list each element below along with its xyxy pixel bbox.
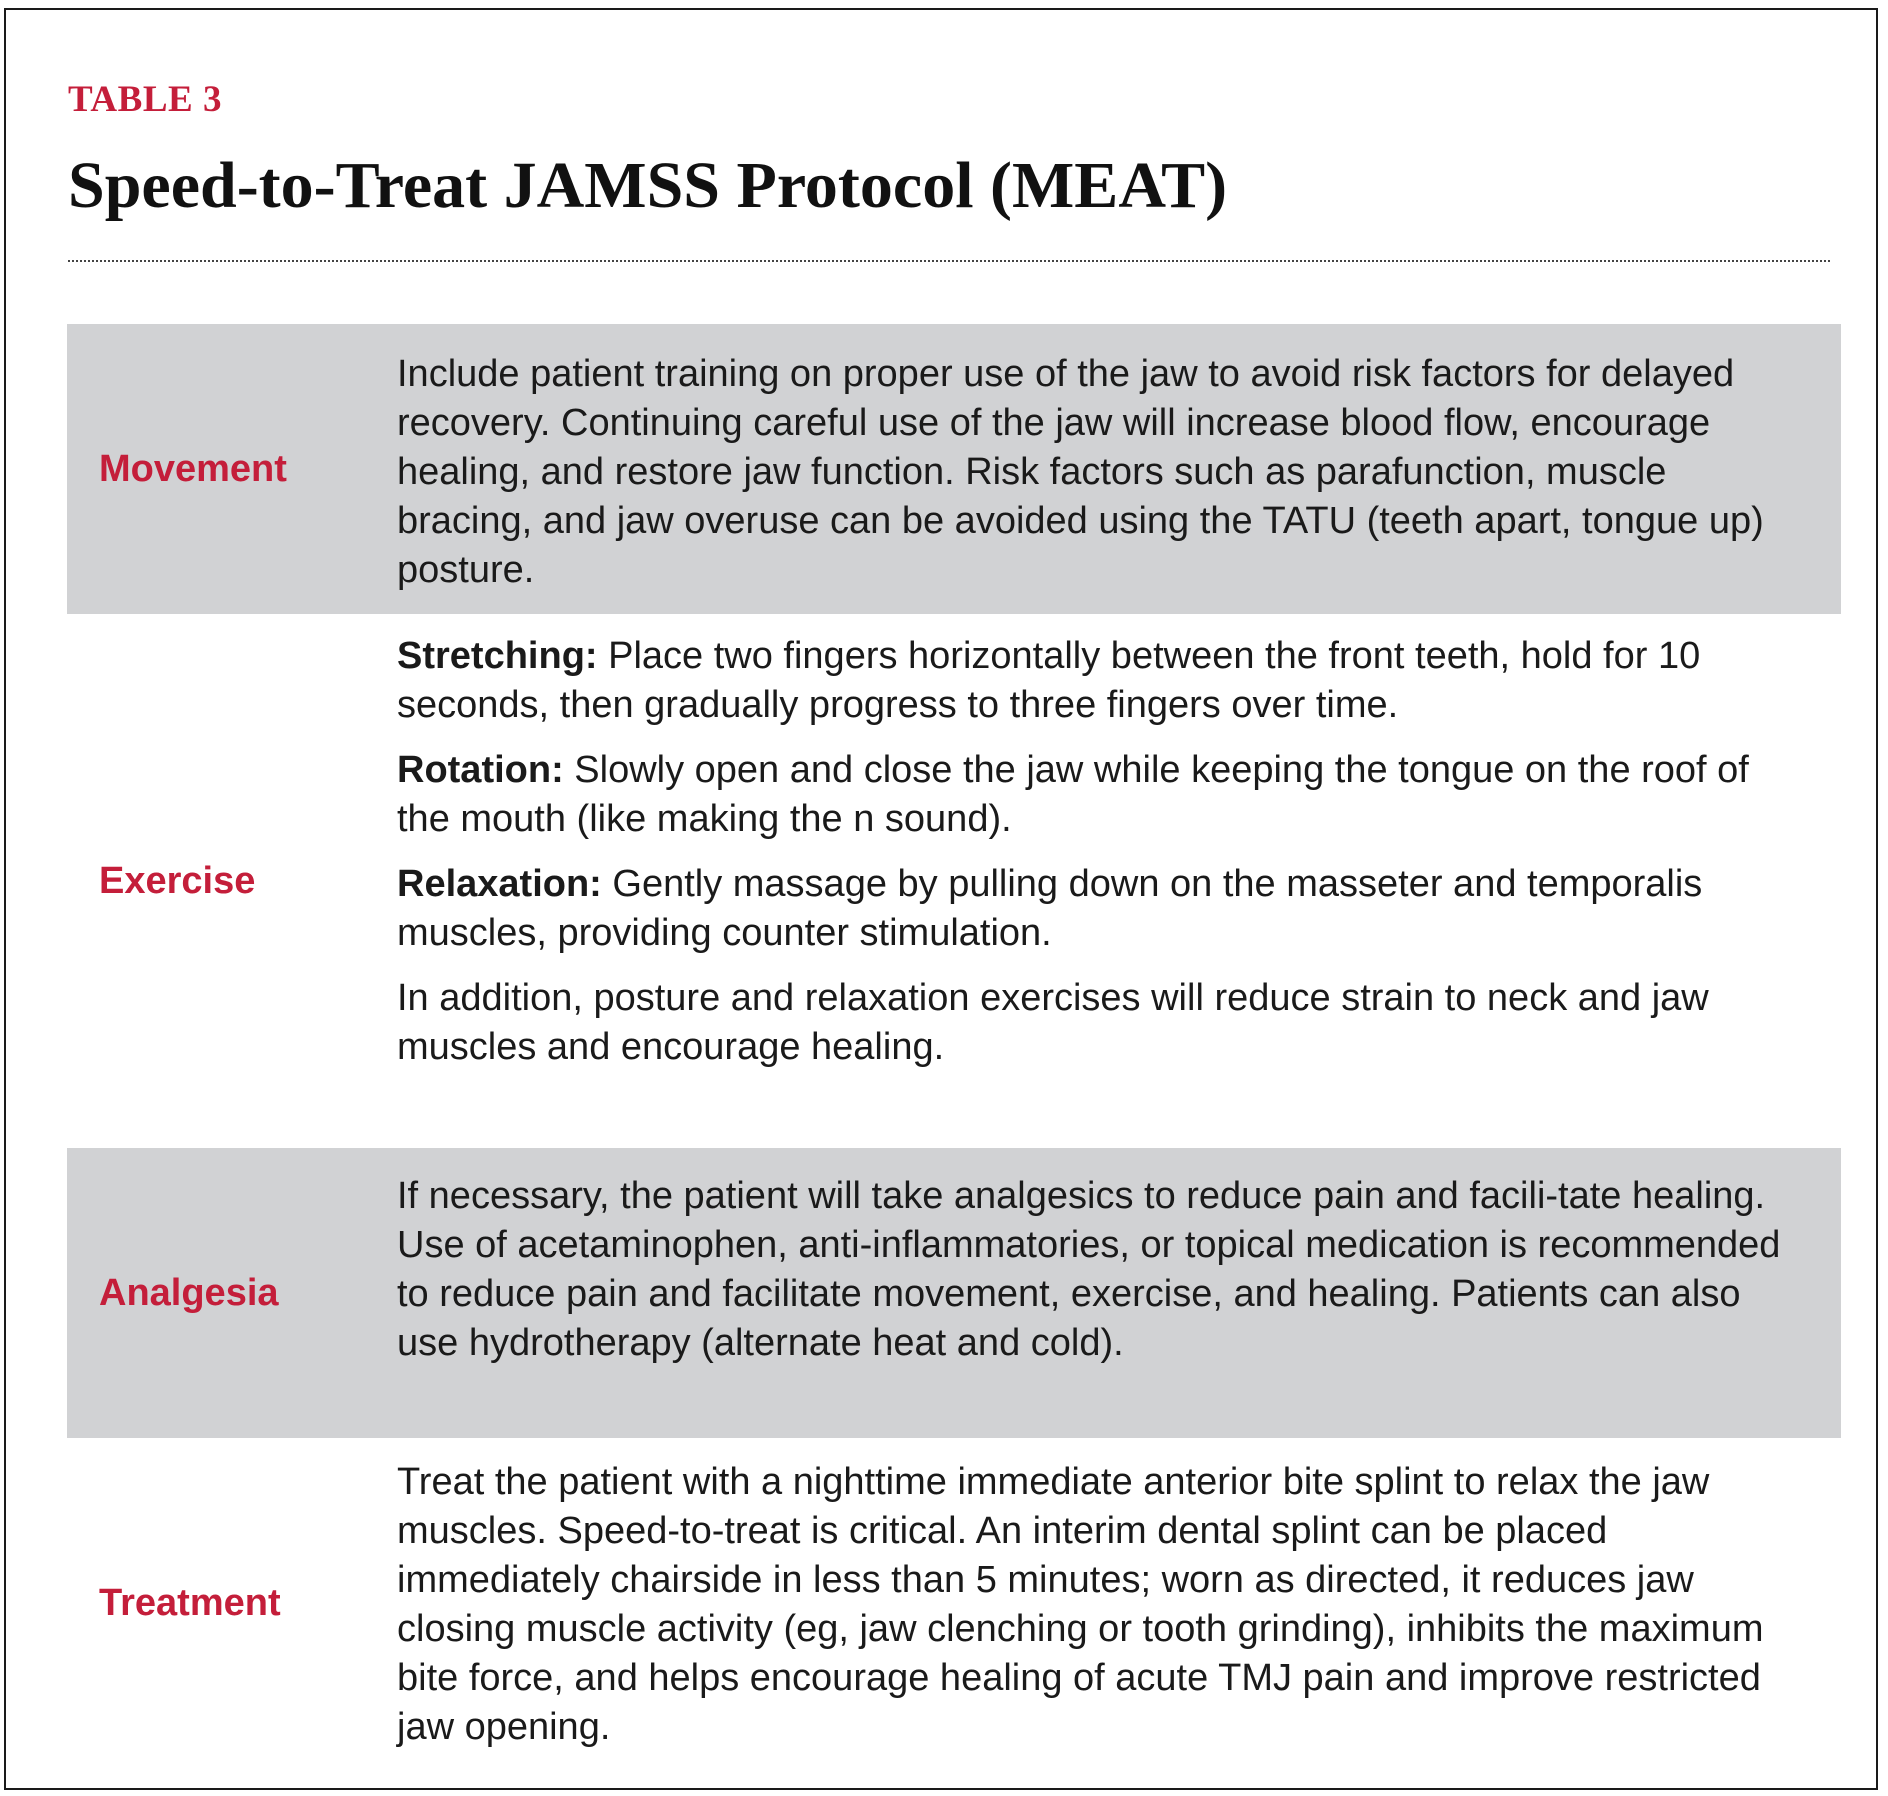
title-divider bbox=[68, 260, 1830, 262]
row-label-treatment: Treatment bbox=[99, 1581, 281, 1624]
relaxation-paragraph bbox=[397, 860, 1811, 958]
table-frame bbox=[4, 8, 1878, 1790]
row-body-treatment bbox=[397, 1438, 1841, 1768]
row-label-movement: Movement bbox=[99, 447, 287, 490]
analgesia-text: If necessary, the patient will take analgesics to reduce pain and facili-tate healing. Use of acetaminophen, anti-inflammatories, or topical medication is recommended to reduce pain and facilitate movement, exercise, and healing. Patients can also use hydrotherapy (alternate heat and cold). bbox=[397, 1175, 1781, 1364]
row-body-analgesia bbox=[397, 1148, 1841, 1438]
rotation-term: Rotation: bbox=[397, 749, 564, 791]
stretching-term: Stretching: bbox=[397, 635, 598, 677]
table-row-analgesia bbox=[67, 1148, 1841, 1438]
row-body-exercise bbox=[397, 614, 1841, 1148]
table-title: Speed-to-Treat JAMSS Protocol (MEAT) bbox=[68, 149, 1228, 222]
relaxation-term: Relaxation: bbox=[397, 863, 602, 905]
movement-text: Include patient training on proper use of the jaw to avoid risk factors for delayed recovery. Continuing careful use of the jaw will increase blood flow, encourage healing, and restore jaw function. Risk factors such as parafunction, muscle bracing, and jaw overuse can be avoided using the TATU (teeth apart, tongue up) posture. bbox=[397, 353, 1764, 591]
rotation-paragraph bbox=[397, 746, 1811, 844]
table-row-movement bbox=[67, 324, 1841, 614]
table-number-label: TABLE 3 bbox=[68, 79, 222, 120]
table-row-exercise bbox=[67, 614, 1841, 1148]
stretching-paragraph bbox=[397, 632, 1811, 730]
addition-paragraph: In addition, posture and relaxation exercises will reduce strain to neck and jaw muscles and encourage healing. bbox=[397, 977, 1709, 1068]
row-label-analgesia: Analgesia bbox=[99, 1271, 279, 1314]
treatment-text: Treat the patient with a nighttime immediate anterior bite splint to relax the jaw muscles. Speed-to-treat is critical. An interim dental splint can be placed immediately chairside in less than 5 minutes; worn as directed, it reduces jaw closing muscle activity (eg, jaw clenching or tooth grinding), inhibits the maximum bite force, and helps encourage healing of acute TMJ pain and improve restricted jaw opening. bbox=[397, 1461, 1764, 1748]
protocol-table bbox=[67, 324, 1841, 1768]
table-row-treatment bbox=[67, 1438, 1841, 1768]
row-label-exercise: Exercise bbox=[99, 859, 256, 902]
rotation-text: Slowly open and close the jaw while keeping the tongue on the roof of the mouth (like making the n sound). bbox=[397, 749, 1749, 840]
row-body-movement bbox=[397, 324, 1841, 614]
stretching-text: Place two fingers horizontally between the front teeth, hold for 10 seconds, then gradually progress to three fingers over time. bbox=[397, 635, 1701, 726]
relaxation-text: Gently massage by pulling down on the masseter and temporalis muscles, providing counter stimulation. bbox=[397, 863, 1703, 954]
